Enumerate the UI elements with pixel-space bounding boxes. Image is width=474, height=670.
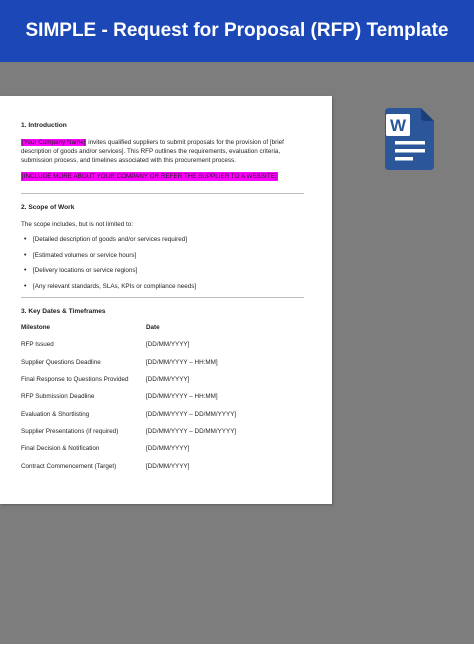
section-title-dates: 3. Key Dates & Timeframes	[21, 308, 106, 315]
date-cell: [DD/MM/YYYY – DD/MM/YYYY]	[146, 410, 237, 418]
company-name-placeholder: [Your Company Name]	[22, 139, 86, 146]
scope-list	[21, 235, 304, 291]
milestone-cell: Evaluation & Shortlisting	[21, 410, 90, 418]
milestone-cell: RFP Issued	[21, 341, 54, 349]
intro-paragraph	[21, 138, 304, 165]
milestone-cell: Final Response to Questions Provided	[21, 376, 129, 384]
icon-letter: W	[389, 116, 407, 135]
section-title-scope: 2. Scope of Work	[21, 204, 75, 211]
milestone-cell: Supplier Questions Deadline	[21, 358, 101, 366]
milestone-cell: Final Decision & Notification	[21, 445, 100, 453]
milestone-cell: RFP Submission Deadline	[21, 393, 95, 401]
company-info-note: [INCLUDE MORE ABOUT YOUR COMPANY OR REFER THE SUPPLIER TO A WEBSITE]	[22, 173, 277, 180]
table-row	[21, 405, 236, 422]
table-row	[21, 423, 236, 440]
scope-lead: The scope includes, but is not limited to:	[21, 221, 134, 228]
column-header-date: Date	[146, 324, 160, 332]
table-row	[21, 354, 236, 371]
intro-text: invites qualified suppliers to submit proposals for the provision of [brief description of goods and/or services]. This RFP outlines the requirements, evaluation criteria, submission process, and timelines associated with this procurement process.	[21, 139, 284, 164]
list-item: • [Estimated volumes or service hours]	[21, 251, 304, 260]
list-item: • [Delivery locations or service regions]	[21, 266, 304, 275]
microsoft-word-icon	[385, 108, 434, 170]
table-header-row	[21, 319, 236, 336]
milestone-cell: Supplier Presentations (if required)	[21, 427, 119, 435]
title-banner	[0, 0, 474, 62]
table-row	[21, 371, 236, 388]
date-cell: [DD/MM/YYYY]	[146, 445, 190, 453]
table-row	[21, 440, 236, 457]
date-cell: [DD/MM/YYYY]	[146, 462, 190, 470]
date-cell: [DD/MM/YYYY – HH:MM]	[146, 393, 218, 401]
date-cell: [DD/MM/YYYY]	[146, 341, 190, 349]
table-row	[21, 388, 236, 405]
key-dates-table	[21, 319, 236, 475]
divider	[21, 297, 304, 298]
date-cell: [DD/MM/YYYY – DD/MM/YYYY]	[146, 427, 237, 435]
date-cell: [DD/MM/YYYY – HH:MM]	[146, 358, 218, 366]
list-item: • [Detailed description of goods and/or services required]	[21, 235, 304, 244]
page-title: SIMPLE - Request for Proposal (RFP) Template	[25, 20, 449, 41]
footer-strip	[0, 644, 474, 670]
milestone-cell: Contract Commencement (Target)	[21, 462, 117, 470]
date-cell: [DD/MM/YYYY]	[146, 376, 190, 384]
document-page	[0, 96, 332, 504]
table-row	[21, 457, 236, 474]
list-item: • [Any relevant standards, SLAs, KPIs or compliance needs]	[21, 282, 304, 291]
section-title-introduction: 1. Introduction	[21, 122, 67, 129]
divider	[21, 193, 304, 194]
column-header-milestone: Milestone	[21, 324, 51, 332]
table-row	[21, 336, 236, 353]
